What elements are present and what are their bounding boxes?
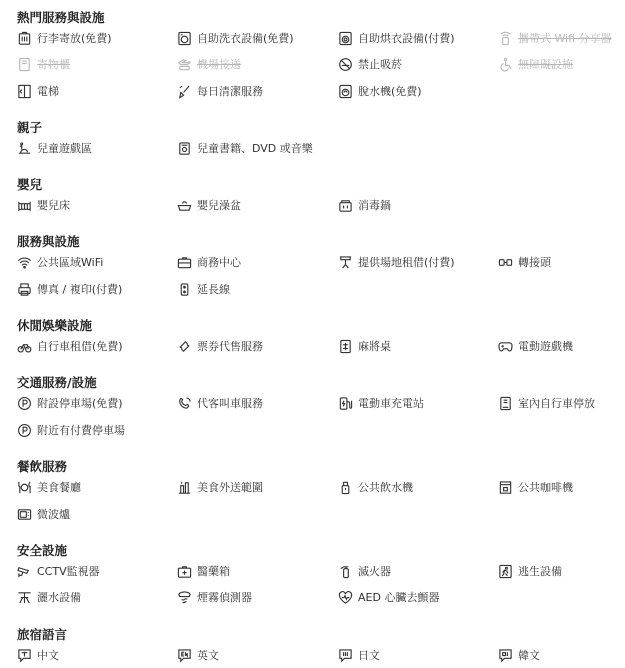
kids-play-icon	[17, 141, 32, 156]
wheelchair-icon	[498, 57, 513, 72]
amenity-label: 兒童書籍、DVD 或音樂	[197, 142, 313, 155]
amenity-label: 行李寄放(免費)	[37, 32, 112, 45]
amenity-item	[17, 421, 125, 439]
business-center-icon	[177, 255, 192, 270]
amenity-item	[17, 253, 103, 271]
amenity-label: 機場接送	[197, 58, 241, 71]
amenity-label: 滅火器	[358, 565, 391, 578]
amenity-label: 醫藥箱	[197, 565, 230, 578]
amenity-item	[338, 196, 391, 214]
amenity-label: 消毒鍋	[358, 199, 391, 212]
amenity-label: 麻將桌	[358, 340, 391, 353]
bicycle-icon	[17, 339, 32, 354]
amenity-label: 票券代售服務	[197, 340, 263, 353]
fire-extinguisher-icon	[338, 564, 353, 579]
luggage-icon	[17, 31, 32, 46]
microwave-icon	[17, 507, 32, 522]
amenity-item	[338, 588, 439, 606]
first-aid-icon	[177, 564, 192, 579]
cctv-icon	[17, 564, 32, 579]
amenity-item	[17, 29, 112, 47]
amenity-item	[177, 196, 241, 214]
amenity-label: 逃生設備	[518, 565, 562, 578]
amenity-item	[177, 253, 241, 271]
amenity-item	[338, 394, 424, 412]
wifi-icon	[17, 255, 32, 270]
amenity-item	[338, 82, 422, 100]
amenity-label: 自助洗衣設備(免費)	[197, 32, 294, 45]
amenity-item	[177, 280, 230, 298]
amenity-label: 嬰兒床	[37, 199, 70, 212]
amenity-item	[177, 394, 263, 412]
gamepad-icon	[498, 339, 513, 354]
amenity-item	[177, 29, 294, 47]
food-delivery-icon	[177, 480, 192, 495]
amenity-item	[177, 139, 313, 157]
amenity-item	[177, 478, 263, 496]
amenity-item	[498, 478, 573, 496]
amenity-item	[17, 588, 81, 606]
amenity-label: 煙霧偵測器	[197, 591, 252, 604]
section-title: 親子	[17, 120, 43, 135]
locker-icon	[17, 57, 32, 72]
amenity-label: 美食外送範圍	[197, 481, 263, 494]
amenity-item	[338, 646, 380, 664]
amenity-item	[338, 253, 455, 271]
section-title: 旅宿語言	[17, 627, 68, 642]
washing-machine-icon	[177, 31, 192, 46]
amenity-item-unavailable	[498, 55, 573, 73]
water-dispenser-icon	[338, 480, 353, 495]
cleaning-icon	[177, 84, 192, 99]
amenity-item	[338, 478, 413, 496]
spin-dryer-icon	[338, 84, 353, 99]
amenity-label: 附近有付費停車場	[37, 424, 125, 437]
bike-parking-icon	[498, 396, 513, 411]
mahjong-icon	[338, 339, 353, 354]
amenity-item	[498, 562, 562, 580]
parking-icon	[17, 396, 32, 411]
smoke-detector-icon	[177, 590, 192, 605]
elevator-icon	[17, 84, 32, 99]
kids-books-icon	[177, 141, 192, 156]
section-title: 安全設施	[17, 543, 68, 558]
parking-icon	[17, 423, 32, 438]
amenity-label: 公共飲水機	[358, 481, 413, 494]
no-smoking-icon	[338, 57, 353, 72]
amenity-label: 韓文	[518, 649, 540, 662]
amenity-item	[177, 646, 219, 664]
amenity-item	[17, 394, 123, 412]
amenity-label: 提供場地租借(付費)	[358, 256, 455, 269]
amenity-label: CCTV監視器	[37, 565, 100, 578]
amenity-label: 延長線	[197, 283, 230, 296]
amenity-label: 兒童遊戲區	[37, 142, 92, 155]
amenity-label: 傳真 / 複印(付費)	[37, 283, 123, 296]
amenity-label: 代客叫車服務	[197, 397, 263, 410]
amenity-item	[177, 337, 263, 355]
emergency-exit-icon	[498, 564, 513, 579]
amenity-item	[177, 82, 263, 100]
amenity-label: 電梯	[37, 85, 59, 98]
amenity-item	[17, 196, 70, 214]
restaurant-icon	[17, 480, 32, 495]
amenity-item	[498, 394, 595, 412]
amenity-item	[17, 139, 92, 157]
amenity-item	[17, 646, 59, 664]
amenity-label: 電動遊戲機	[518, 340, 573, 353]
ev-charger-icon	[338, 396, 353, 411]
amenity-label: 英文	[197, 649, 219, 662]
extension-cord-icon	[177, 282, 192, 297]
amenity-item	[17, 280, 122, 298]
amenity-item-unavailable	[498, 29, 612, 47]
amenity-label: 脫水機(免費)	[358, 85, 422, 98]
amenity-item	[498, 253, 551, 271]
amenity-label: 每日清潔服務	[197, 85, 263, 98]
amenity-label: 自行車租借(免費)	[37, 340, 123, 353]
coffee-machine-icon	[498, 480, 513, 495]
venue-rental-icon	[338, 255, 353, 270]
sterilizer-icon	[338, 198, 353, 213]
chinese-lang-icon	[17, 648, 32, 663]
amenity-item	[338, 55, 402, 73]
amenity-label: 電動車充電站	[358, 397, 424, 410]
baby-bath-icon	[177, 198, 192, 213]
sprinkler-icon	[17, 590, 32, 605]
amenity-item	[338, 337, 391, 355]
ticket-icon	[177, 339, 192, 354]
amenity-label: 禁止吸菸	[358, 58, 402, 71]
section-title: 交通服務/設施	[17, 375, 97, 390]
amenity-label: 嬰兒澡盆	[197, 199, 241, 212]
amenity-label: 室內自行車停放	[518, 397, 595, 410]
amenity-label: 中文	[37, 649, 59, 662]
amenity-item	[17, 478, 81, 496]
amenity-label: 自助烘衣設備(付費)	[358, 32, 455, 45]
amenity-label: 美食餐廳	[37, 481, 81, 494]
printer-icon	[17, 282, 32, 297]
amenity-item	[338, 562, 391, 580]
amenity-label: 公共咖啡機	[518, 481, 573, 494]
amenity-label: 灑水設備	[37, 591, 81, 604]
amenity-item-unavailable	[177, 55, 241, 73]
english-lang-icon	[177, 648, 192, 663]
section-title: 熱門服務與設施	[17, 10, 105, 25]
amenity-item	[17, 562, 100, 580]
airport-shuttle-icon	[177, 57, 192, 72]
amenity-label: AED 心臟去顫器	[358, 591, 440, 604]
dryer-icon	[338, 31, 353, 46]
crib-icon	[17, 198, 32, 213]
amenity-item	[177, 588, 252, 606]
amenity-item	[17, 337, 123, 355]
adapter-icon	[498, 255, 513, 270]
portable-wifi-icon	[498, 31, 513, 46]
amenity-item	[17, 505, 70, 523]
section-title: 服務與設施	[17, 234, 80, 249]
korean-lang-icon	[498, 648, 513, 663]
japanese-lang-icon	[338, 648, 353, 663]
amenity-item	[498, 337, 573, 355]
amenity-label: 附設停車場(免費)	[37, 397, 123, 410]
amenity-label: 轉接頭	[518, 256, 551, 269]
taxi-call-icon	[177, 396, 192, 411]
section-title: 餐飲服務	[17, 459, 68, 474]
section-title: 休閒娛樂設施	[17, 318, 93, 333]
section-title: 嬰兒	[17, 177, 43, 192]
amenity-label: 商務中心	[197, 256, 241, 269]
amenity-label: 日文	[358, 649, 380, 662]
amenity-item	[177, 562, 230, 580]
amenity-item	[17, 82, 59, 100]
amenity-label: 微波爐	[37, 508, 70, 521]
amenity-label: 寄物櫃	[37, 58, 70, 71]
amenity-label: 公共區域WiFi	[37, 256, 104, 269]
amenity-item	[338, 29, 455, 47]
amenity-item-unavailable	[17, 55, 70, 73]
amenity-label: 無障礙設施	[518, 58, 573, 71]
amenity-label: 攜帶式 Wifi 分享器	[518, 32, 612, 45]
aed-icon	[338, 590, 353, 605]
amenity-item	[498, 646, 540, 664]
